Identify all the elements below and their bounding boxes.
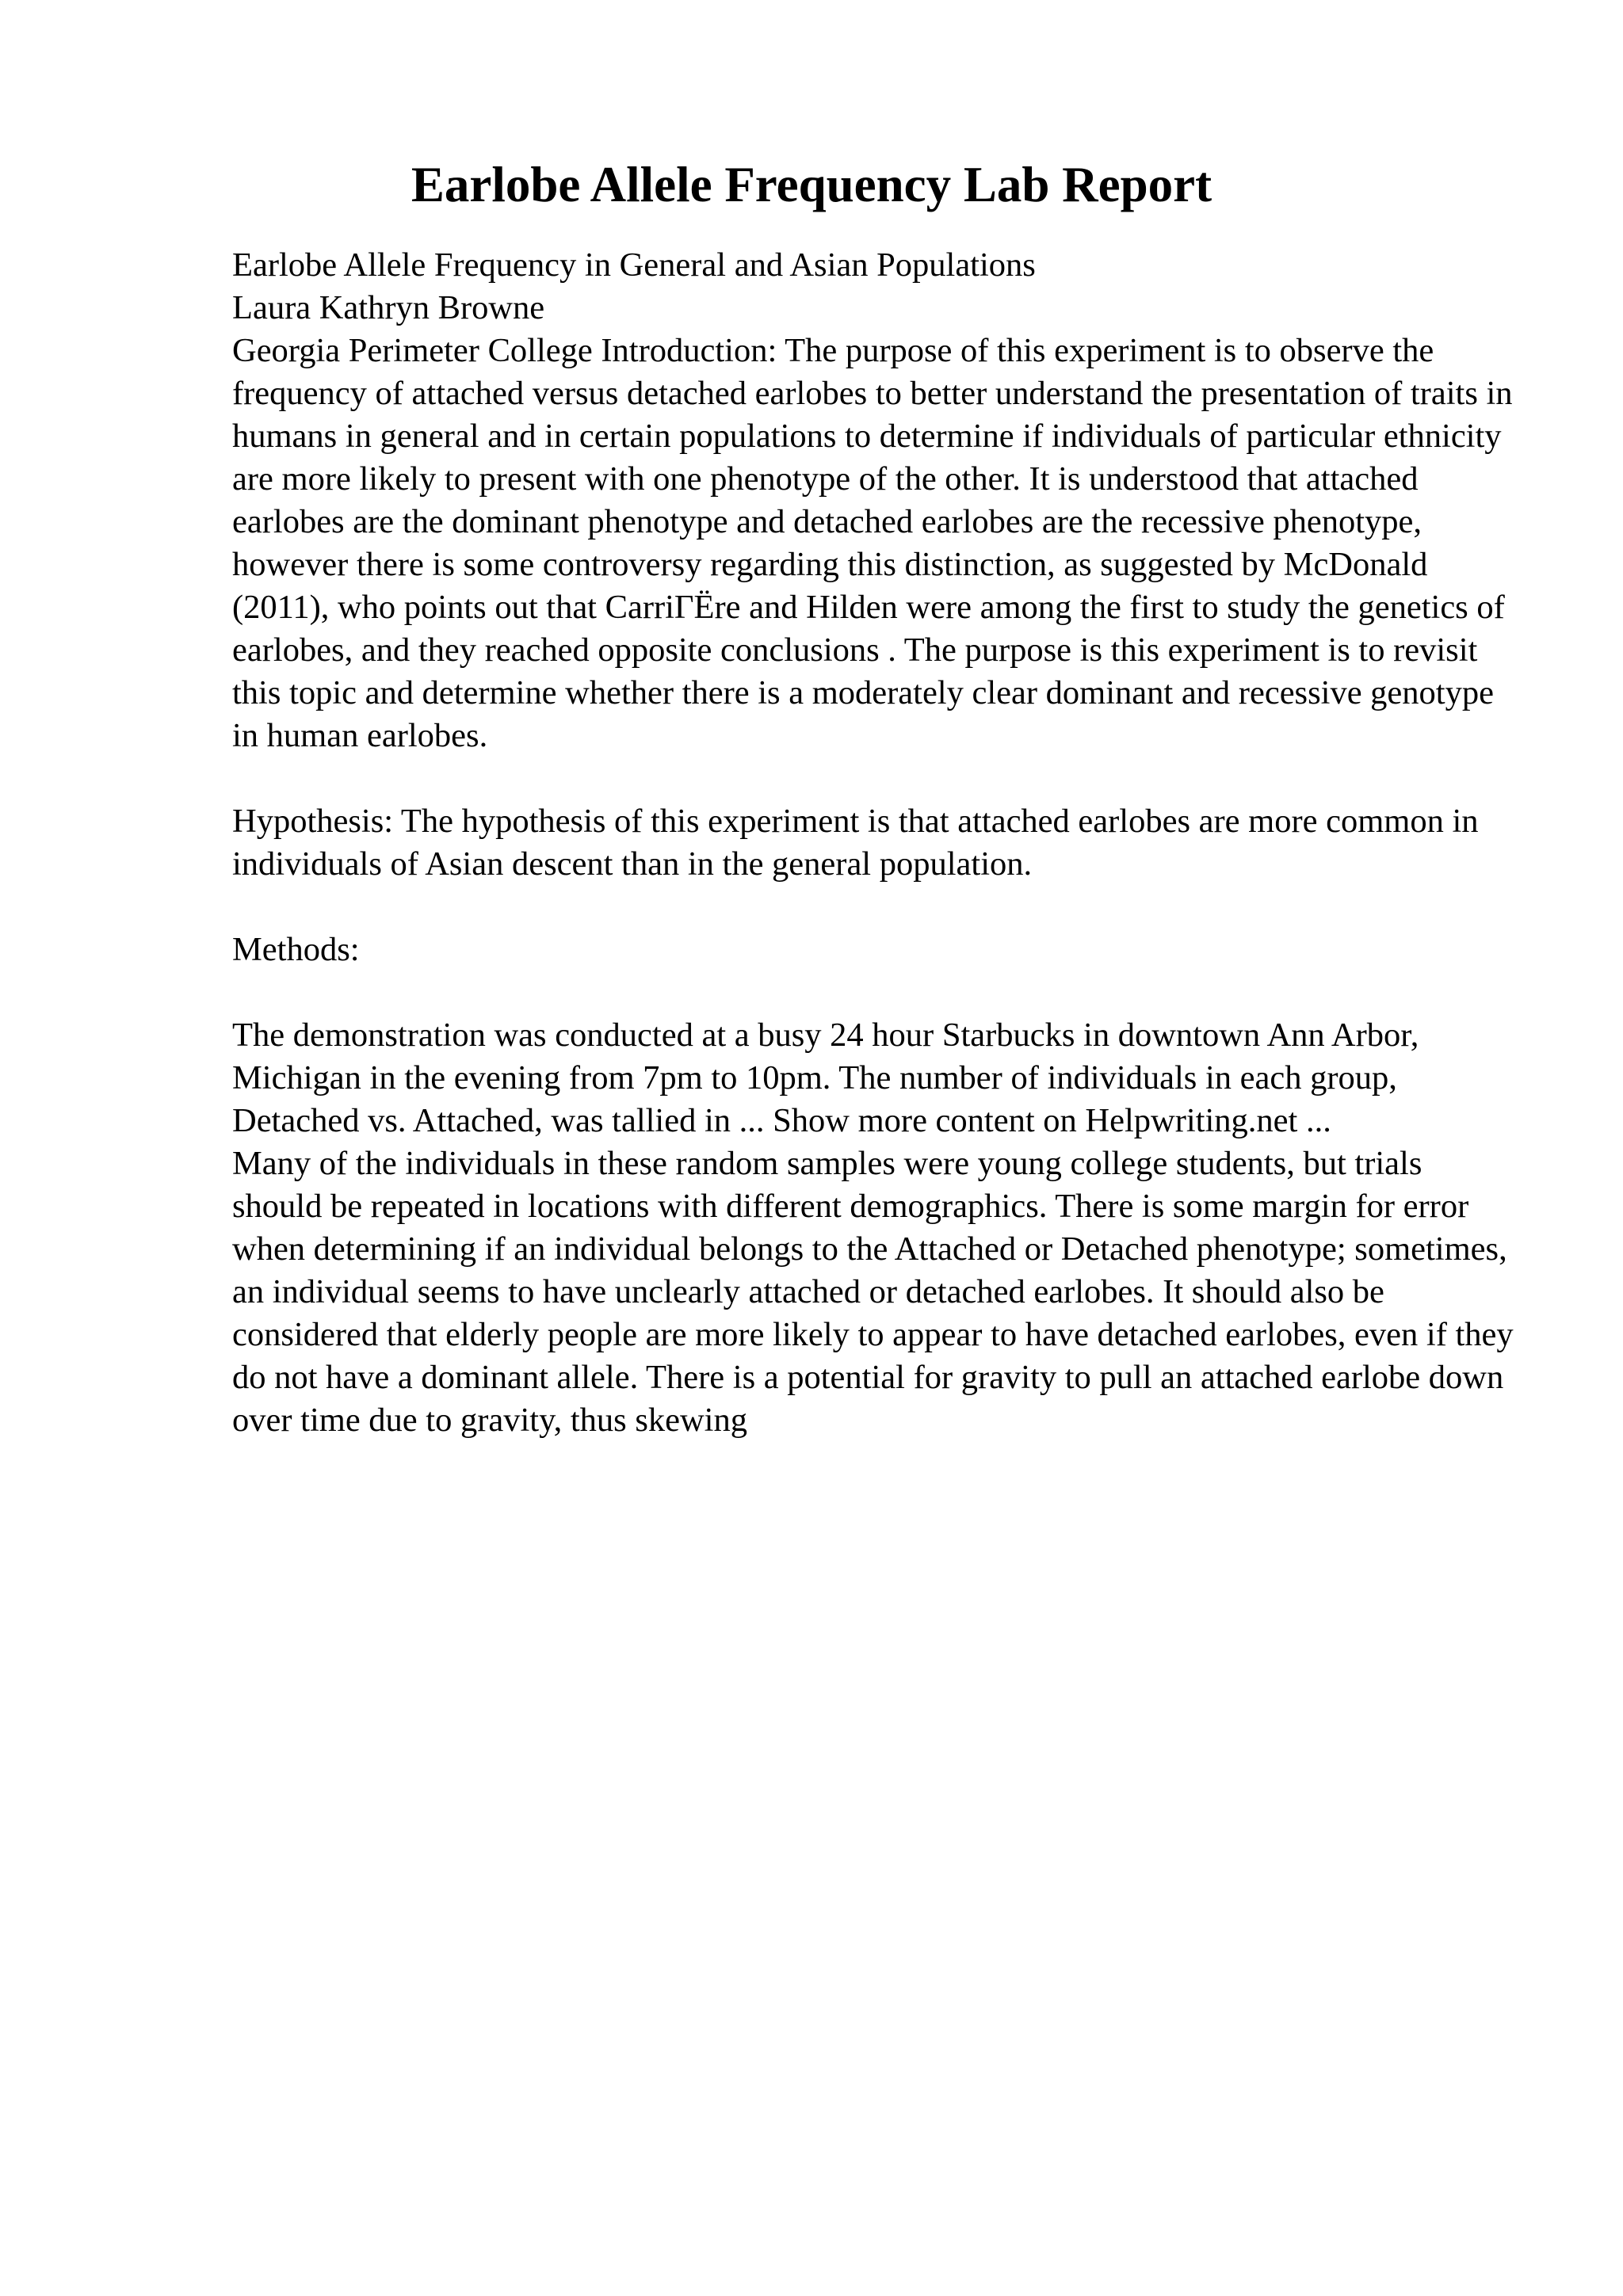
discussion-paragraph: Many of the individuals in these random samples were young college students, but trials should be repeated in locations with different demographics. There is some margin for error when determining if an individual belongs to the Attached or Detached phenotype; sometimes, an individual seems to have unclearly attached or detached earlobes. It should also be considered that elderly people are more likely to appear to have detached earlobes, even if they do not have a dominant allele. There is a potential for gravity to pull an attached earlobe down over time due to gravity, thus skewing xyxy=(232,1145,1514,1439)
hypothesis-paragraph: Hypothesis: The hypothesis of this experiment is that attached earlobes are more common in individuals of Asian descent than in the general population. xyxy=(232,803,1479,883)
document-body xyxy=(232,244,1516,1442)
paragraph-spacer xyxy=(232,886,1516,929)
document-author: Laura Kathryn Browne xyxy=(232,289,545,326)
paragraph-spacer xyxy=(232,757,1516,800)
methods-heading: Methods: xyxy=(232,931,360,968)
paragraph-spacer xyxy=(232,971,1516,1014)
methods-paragraph: The demonstration was conducted at a busy 24 hour Starbucks in downtown Ann Arbor, Michigan in the evening from 7pm to 10pm. The number of individuals in each group, Detached vs. Attached, was tallied in ... Show more content on Helpwriting.net ... xyxy=(232,1016,1419,1139)
document-subtitle: Earlobe Allele Frequency in General and Asian Populations xyxy=(232,246,1036,284)
document-title: Earlobe Allele Frequency Lab Report xyxy=(411,157,1212,212)
introduction-paragraph: Georgia Perimeter College Introduction: The purpose of this experiment is to observe the frequency of attached versus detached earlobes to better understand the presentation of traits in humans in general and in certain populations to determine if individuals of particular ethnicity are more likely to present with one phenotype of the other. It is understood that attached earlobes are the dominant phenotype and detached earlobes are the recessive phenotype, however there is some controversy regarding this distinction, as suggested by McDonald (2011), who points out that CarriΓËre and Hilden were among the first to study the genetics of earlobes, and they reached opposite conclusions . The purpose is this experiment is to revisit this topic and determine whether there is a moderately clear dominant and recessive genotype in human earlobes. xyxy=(232,332,1513,754)
